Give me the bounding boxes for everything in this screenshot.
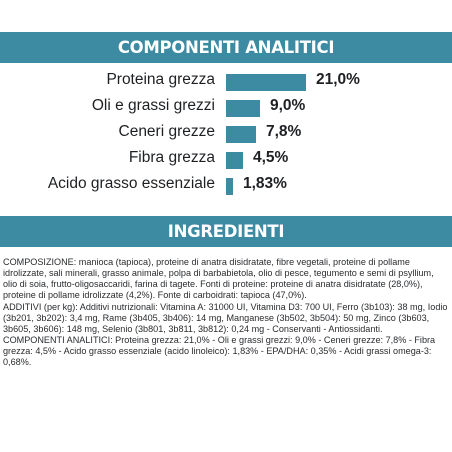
analytic-row <box>0 123 452 144</box>
ingredients-text <box>3 257 449 369</box>
additives-paragraph: ADDITIVI (per kg): Additivi nutrizionali: Vitamina A: 31000 UI, Vitamina D3: 700 UI, Ferro (3b103): 38 mg, Iodio (3b201, 3b202): 3,4 mg, Rame (3b405, 3b406): 14 mg, Manganese (3b502, 3b504): 50 mg, Zinco (3b603, 3b605, 3b606): 148 mg, Selenio (3b801, 3b811, 3b812): 0,24 mg - Conservanti - Antiossidanti. <box>3 301 448 334</box>
analytic-value: 4,5% <box>253 149 289 166</box>
analytic-bar <box>226 152 243 169</box>
analytic-value: 21,0% <box>316 71 360 88</box>
analytic-bar <box>226 74 306 91</box>
analytic-value: 1,83% <box>243 175 287 192</box>
analytic-bar <box>226 100 260 117</box>
composition-paragraph: COMPOSIZIONE: manioca (tapioca), proteine di anatra disidratate, fibre vegetali, proteine di pollame idrolizzate, sali minerali, grasso animale, polpa di barbabietola, olio di pesce, tegumento e semi di psyllium, olio di soia, frutto-oligosaccaridi, farina di tagete. Fonti di proteine: proteine di anatra disidratate (28,0%), proteine di pollame idrolizzate (4,2%). Fonte di carboidrati: tapioca (47,0%). <box>3 257 434 301</box>
analytic-row <box>0 175 452 196</box>
analytic-label: Fibra grezza <box>128 149 215 166</box>
analytic-row <box>0 149 452 170</box>
analytic-value: 7,8% <box>266 123 302 140</box>
analytic-row <box>0 97 452 118</box>
analytic-label: Oli e grassi grezzi <box>91 97 215 114</box>
analytic-label: Proteina grezza <box>106 71 215 88</box>
analytic-bar <box>226 126 256 143</box>
analytic-row <box>0 71 452 92</box>
analytic-label: Ceneri grezze <box>118 123 215 140</box>
analytic-paragraph: COMPONENTI ANALITICI: Proteina grezza: 21,0% - Oli e grassi grezzi: 9,0% - Ceneri grezze: 7,8% - Fibra grezza: 4,5% - Acido grasso essenziale (acido linoleico): 1,83% - EPA/DHA: 0,35% - Acidi grassi omega-3: 0,68%. <box>3 335 436 368</box>
analytic-bar <box>226 178 233 195</box>
analytic-components-header: COMPONENTI ANALITICI <box>0 32 452 63</box>
ingredients-header: INGREDIENTI <box>0 216 452 247</box>
analytic-value: 9,0% <box>270 97 306 114</box>
analytic-label: Acido grasso essenziale <box>47 175 215 192</box>
